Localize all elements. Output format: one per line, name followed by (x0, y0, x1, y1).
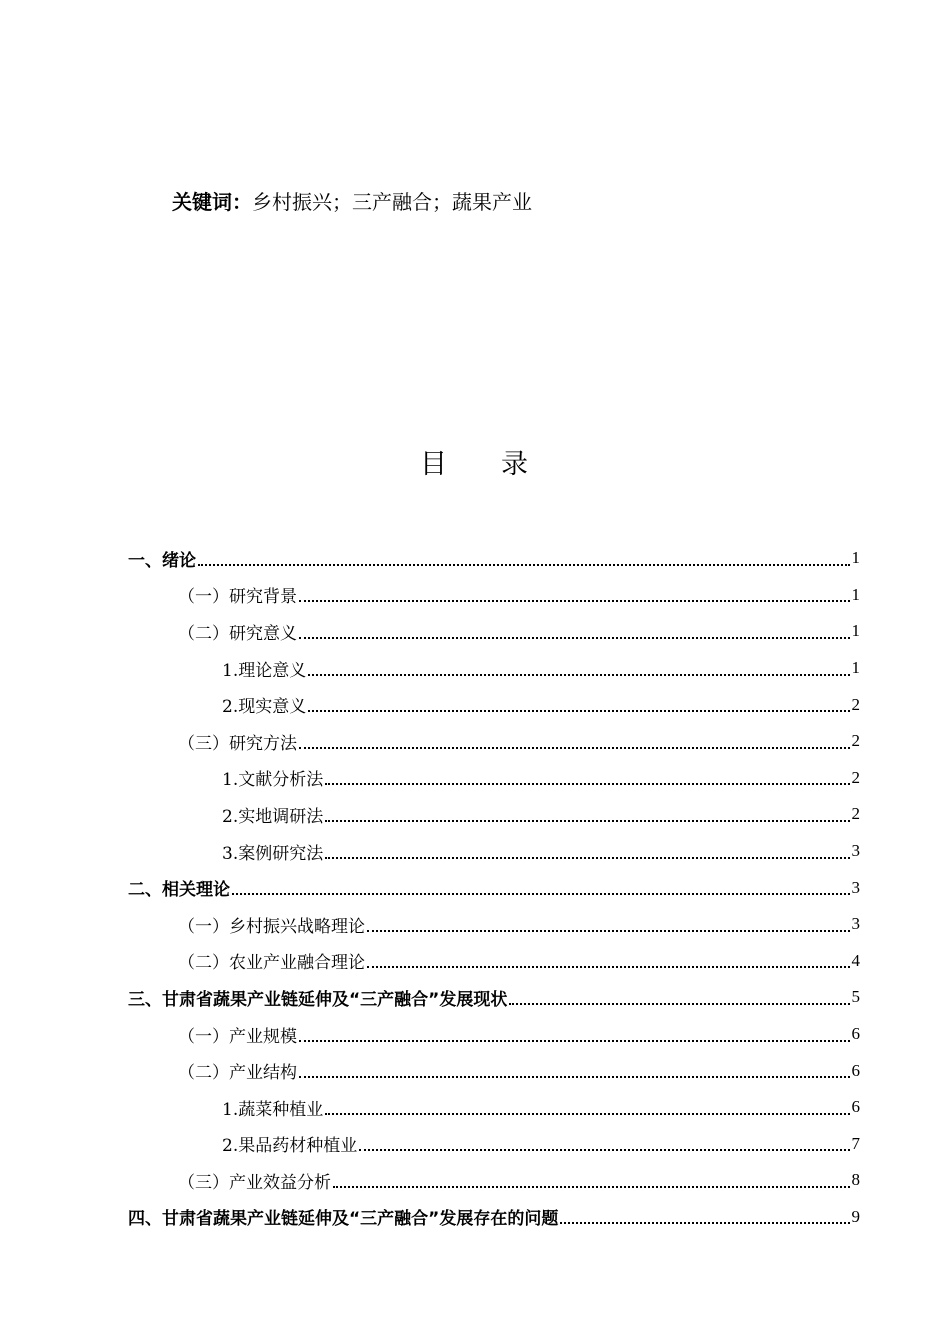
toc-dot-leader (232, 892, 850, 895)
toc-entry-page: 6 (851, 1024, 860, 1044)
toc-dot-leader (198, 563, 850, 566)
toc-entry-page: 1 (851, 548, 860, 568)
toc-entry[interactable] (128, 540, 860, 577)
toc-dot-leader (367, 965, 850, 968)
toc-dot-leader (299, 636, 850, 639)
toc-entry[interactable] (128, 1126, 860, 1163)
toc-entry-page: 2 (851, 731, 860, 751)
toc-dot-leader (325, 782, 849, 785)
toc-dot-leader (299, 1075, 850, 1078)
toc-entry-page: 6 (851, 1097, 860, 1117)
toc-dot-leader (308, 673, 849, 676)
toc-entry-page: 1 (851, 658, 860, 678)
keywords-line (172, 188, 532, 216)
toc-entry[interactable] (128, 577, 860, 614)
toc-dot-leader (325, 1112, 849, 1115)
toc-dot-leader (509, 1002, 849, 1005)
toc-entry-page: 2 (851, 804, 860, 824)
toc-entry-title: 2.果品药材种植业 (222, 1136, 358, 1157)
toc-entry-title: 四、甘肃省蔬果产业链延伸及“三产融合”发展存在的问题 (128, 1209, 559, 1230)
toc-title (0, 448, 950, 482)
toc-dot-leader (325, 856, 849, 859)
toc-entry-title: 1.蔬菜种植业 (222, 1099, 324, 1120)
toc-entry-title: 2.实地调研法 (222, 806, 324, 827)
toc-dot-leader (299, 746, 850, 749)
toc-entry-page: 3 (851, 877, 860, 897)
toc-entry-title: （二）产业结构 (178, 1063, 297, 1084)
table-of-contents (128, 540, 860, 1235)
toc-entry-page: 1 (851, 584, 860, 604)
toc-entry[interactable] (128, 979, 860, 1016)
toc-entry[interactable] (128, 613, 860, 650)
toc-entry-page: 5 (851, 987, 860, 1007)
toc-entry-title: （二）农业产业融合理论 (178, 953, 365, 974)
toc-entry[interactable] (128, 1162, 860, 1199)
toc-entry[interactable] (128, 943, 860, 980)
toc-dot-leader (333, 1185, 850, 1188)
toc-entry[interactable] (128, 833, 860, 870)
toc-dot-leader (299, 599, 850, 602)
toc-entry[interactable] (128, 869, 860, 906)
toc-entry[interactable] (128, 760, 860, 797)
toc-entry-title: 三、甘肃省蔬果产业链延伸及“三产融合”发展现状 (128, 989, 508, 1010)
toc-entry-title: 1.文献分析法 (222, 770, 324, 791)
toc-dot-leader (299, 1039, 850, 1042)
toc-entry-page: 3 (851, 914, 860, 934)
toc-entry[interactable] (128, 906, 860, 943)
toc-entry[interactable] (128, 796, 860, 833)
toc-entry-page: 1 (851, 621, 860, 641)
toc-entry-title: （二）研究意义 (178, 623, 297, 644)
toc-entry-title: 一、绪论 (128, 550, 196, 571)
toc-entry-page: 4 (851, 950, 860, 970)
toc-entry[interactable] (128, 1052, 860, 1089)
toc-entry-title: （一）研究背景 (178, 587, 297, 608)
toc-entry-title: 2.现实意义 (222, 697, 307, 718)
toc-entry-page: 7 (851, 1133, 860, 1153)
toc-entry[interactable] (128, 1199, 860, 1236)
toc-dot-leader (308, 709, 849, 712)
toc-entry-page: 9 (851, 1206, 860, 1226)
toc-dot-leader (367, 929, 850, 932)
toc-entry-title: （一）乡村振兴战略理论 (178, 916, 365, 937)
toc-entry-title: （三）研究方法 (178, 733, 297, 754)
toc-entry[interactable] (128, 723, 860, 760)
keywords-value: 乡村振兴；三产融合；蔬果产业 (252, 190, 532, 214)
toc-entry[interactable] (128, 1089, 860, 1126)
toc-entry[interactable] (128, 1016, 860, 1053)
toc-entry-title: 二、相关理论 (128, 880, 230, 901)
toc-entry-page: 8 (851, 1170, 860, 1190)
toc-dot-leader (325, 819, 849, 822)
toc-entry-title: （三）产业效益分析 (178, 1172, 331, 1193)
toc-entry-page: 2 (851, 767, 860, 787)
toc-dot-leader (560, 1221, 849, 1224)
toc-entry-page: 6 (851, 1060, 860, 1080)
toc-dot-leader (359, 1148, 849, 1151)
toc-entry-title: 1.理论意义 (222, 660, 307, 681)
toc-title-right: 录 (501, 449, 530, 480)
toc-entry[interactable] (128, 650, 860, 687)
toc-entry[interactable] (128, 686, 860, 723)
toc-entry-title: 3.案例研究法 (222, 843, 324, 864)
toc-entry-title: （一）产业规模 (178, 1026, 297, 1047)
keywords-label: 关键词： (172, 190, 252, 214)
toc-entry-page: 2 (851, 694, 860, 714)
toc-entry-page: 3 (851, 841, 860, 861)
toc-title-left: 目 (420, 449, 449, 480)
